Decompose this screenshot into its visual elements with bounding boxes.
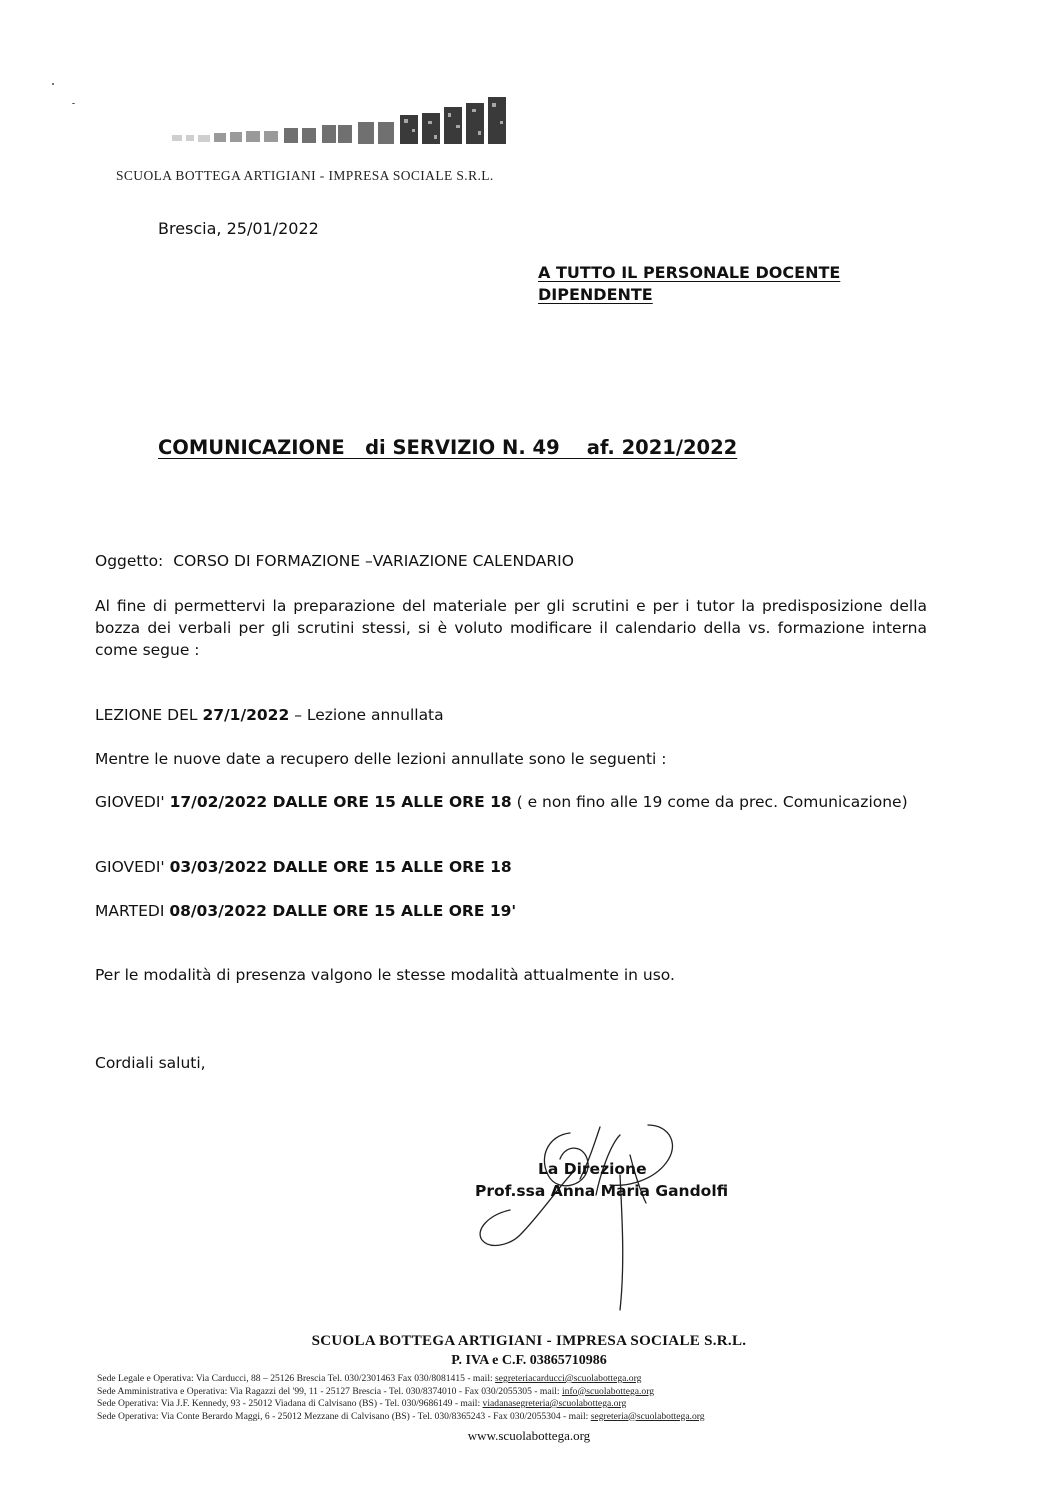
recovery-date (95, 791, 935, 813)
recovery-day: GIOVEDI' (95, 793, 170, 811)
scan-speck (72, 103, 75, 104)
recovery-when: 17/02/2022 DALLE ORE 15 ALLE ORE 18 (169, 793, 512, 811)
recovery-when: 08/03/2022 DALLE ORE 15 ALLE ORE 19' (169, 902, 517, 920)
subject-text: CORSO DI FORMAZIONE –VARIAZIONE CALENDARIO (173, 552, 574, 570)
footer-address-line (97, 1411, 937, 1424)
subject-line (95, 552, 574, 570)
communication-title: COMUNICAZIONE di SERVIZIO N. 49 af. 2021/2022 (158, 436, 738, 459)
website-link[interactable]: www.scuolabottega.org (467, 1428, 591, 1443)
recovery-date (95, 856, 935, 878)
email-link[interactable]: segreteria@scuolabottega.org (590, 1410, 705, 1422)
subject-label: Oggetto: (95, 552, 164, 570)
intro-paragraph: Al fine di permettervi la preparazione del materiale per gli scrutini e per i tutor la predisposizione della bozza dei verbali per gli scrutini stessi, si è voluto modificare il calendario della vs. formazione interna come segue : (95, 597, 927, 659)
recipient-line: A TUTTO IL PERSONALE DOCENTE (538, 263, 841, 282)
company-header: SCUOLA BOTTEGA ARTIGIANI - IMPRESA SOCIALE S.R.L. (116, 168, 494, 183)
recovery-date (95, 900, 935, 922)
recipient-line: DIPENDENTE (538, 285, 653, 304)
signature-name: Prof.ssa Anna Maria Gandolfi (475, 1182, 729, 1200)
footer-addresses (97, 1373, 937, 1423)
signature-role: La Direzione (538, 1160, 647, 1178)
place-date: Brescia, 25/01/2022 (158, 219, 319, 238)
closing-greeting: Cordiali saluti, (95, 1054, 206, 1072)
recipient-block (538, 262, 840, 306)
footer-vat: P. IVA e C.F. 03865710986 (451, 1353, 607, 1368)
address-text: Sede Amministrativa e Operativa: Via Ragazzi del '99, 11 - 25127 Brescia - Tel. 030/8374010 - Fax 030/2055305 - mail: (97, 1385, 562, 1397)
footer-address-line (97, 1373, 937, 1386)
email-link[interactable]: segreteriacarducci@scuolabottega.org (495, 1373, 642, 1384)
company-logo (172, 95, 512, 155)
cancel-prefix: LEZIONE DEL (95, 706, 203, 724)
footer-address-line (97, 1398, 937, 1411)
presence-note: Per le modalità di presenza valgono le stesse modalità attualmente in uso. (95, 966, 675, 984)
cancel-suffix: – Lezione annullata (289, 706, 444, 724)
cancel-date: 27/1/2022 (202, 706, 290, 724)
recovery-day: MARTEDI (95, 902, 170, 920)
email-link[interactable]: info@scuolabottega.org (561, 1385, 655, 1397)
email-link[interactable]: viadanasegreteria@scuolabottega.org (482, 1398, 627, 1409)
address-text: Sede Operativa: Via J.F. Kennedy, 93 - 25012 Viadana di Calvisano (BS) - Tel. 030/9686149 - mail: (97, 1398, 483, 1409)
address-text: Sede Operativa: Via Conte Berardo Maggi, 6 - 25012 Mezzane di Calvisano (BS) - Tel. 030/8365243 - Fax 030/2055304 - mail: (97, 1410, 591, 1422)
handwritten-signature (470, 1115, 690, 1315)
recovery-day: GIOVEDI' (95, 858, 170, 876)
recovery-note: ( e non fino alle 19 come da prec. Comunicazione) (511, 793, 908, 811)
footer-address-line (97, 1386, 937, 1399)
footer-company: SCUOLA BOTTEGA ARTIGIANI - IMPRESA SOCIALE S.R.L. (311, 1333, 747, 1349)
recovery-when: 03/03/2022 DALLE ORE 15 ALLE ORE 18 (169, 858, 512, 876)
recovery-intro: Mentre le nuove date a recupero delle lezioni annullate sono le seguenti : (95, 750, 667, 768)
address-text: Sede Legale e Operativa: Via Carducci, 88 – 25126 Brescia Tel. 030/2301463 Fax 030/8081415 - mail: (97, 1373, 496, 1384)
cancelled-lesson (95, 704, 935, 726)
scan-speck (52, 83, 54, 85)
